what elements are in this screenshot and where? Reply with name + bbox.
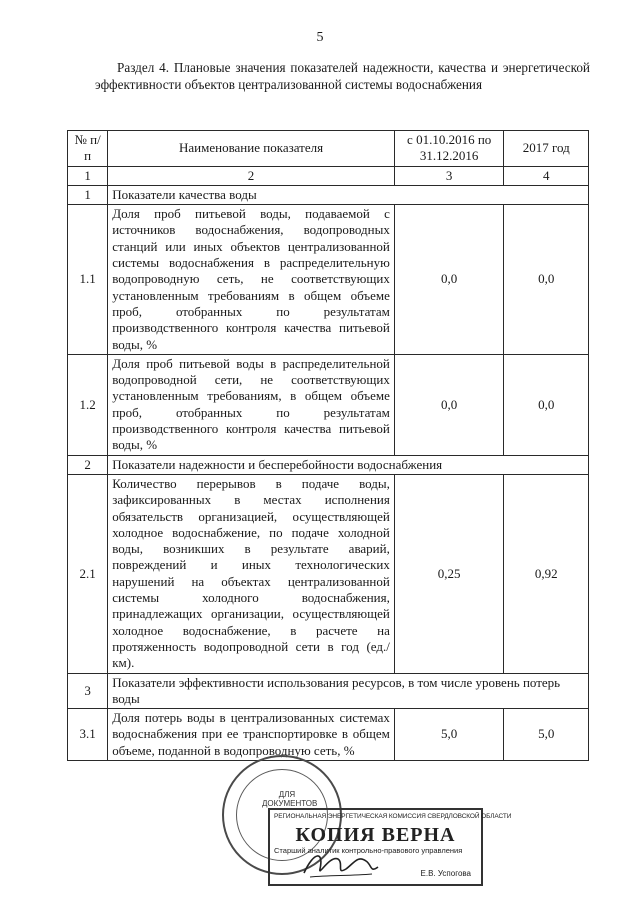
table-row [68, 474, 589, 673]
row-num: 1.2 [68, 354, 108, 455]
row-num: 2 [68, 455, 108, 474]
table-header-row [68, 131, 589, 167]
value-period-2: 0,92 [504, 474, 589, 673]
group-row [68, 185, 589, 204]
table-row [68, 354, 589, 455]
stamp-signer: Е.В. Успогова [420, 869, 471, 878]
column-index: 1 [68, 166, 108, 185]
group-title: Показатели эффективности использования ресурсов, в том числе уровень потерь воды [108, 673, 589, 709]
stamp-organization: РЕГИОНАЛЬНАЯ ЭНЕРГЕТИЧЕСКАЯ КОМИССИЯ СВЕРДЛОВСКОЙ ОБЛАСТИ [274, 813, 512, 820]
round-seal-text: ДЛЯ ДОКУМЕНТОВ [262, 790, 318, 808]
value-period-1: 0,0 [394, 205, 504, 355]
column-index: 3 [394, 166, 504, 185]
column-index: 4 [504, 166, 589, 185]
table-row [68, 205, 589, 355]
column-index-row [68, 166, 589, 185]
group-row [68, 673, 589, 709]
value-period-1: 0,0 [394, 354, 504, 455]
row-num: 3.1 [68, 709, 108, 761]
value-period-1: 5,0 [394, 709, 504, 761]
table-row [68, 709, 589, 761]
section-title: Раздел 4. Плановые значения показателей надежности, качества и энергетической эффективности объектов централизованной системы водоснабжения [95, 60, 590, 92]
value-period-2: 0,0 [504, 205, 589, 355]
row-num: 1 [68, 185, 108, 204]
header-period-2: 2017 год [504, 131, 589, 167]
header-period-1: с 01.10.2016 по 31.12.2016 [394, 131, 504, 167]
row-num: 1.1 [68, 205, 108, 355]
header-name: Наименование показателя [108, 131, 395, 167]
row-num: 2.1 [68, 474, 108, 673]
value-period-2: 0,0 [504, 354, 589, 455]
value-period-1: 0,25 [394, 474, 504, 673]
column-index: 2 [108, 166, 395, 185]
indicator-name: Количество перерывов в подаче воды, зафиксированных в местах исполнения обязательств организацией, осуществляющей холодное водоснабжение, по подаче холодной воды, возникших в результате аварий, повреждений и иных технологических нарушений на объектах централизованной системы холодного водоснабжения, принадлежащих организации, осуществляющей холодное водоснабжение, в расчете на протяженность водопроводной сети в год (ед./км). [108, 474, 395, 673]
stamp-subtitle: Старший аналитик контрольно-правового управления [274, 846, 463, 855]
group-title: Показатели качества воды [108, 185, 589, 204]
value-period-2: 5,0 [504, 709, 589, 761]
indicator-name: Доля потерь воды в централизованных системах водоснабжения при ее транспортировке в общем объеме, поданной в водопроводную сеть, % [108, 709, 395, 761]
indicators-table [67, 130, 589, 761]
header-num: № п/п [68, 131, 108, 167]
handwritten-signature [300, 845, 380, 883]
page-number: 5 [316, 30, 324, 45]
group-title: Показатели надежности и бесперебойности водоснабжения [108, 455, 589, 474]
stamp-title: КОПИЯ ВЕРНА [295, 824, 456, 846]
indicator-name: Доля проб питьевой воды в распределительной водопроводной сети, не соответствующих установленным требованиям, в общем объеме проб, отобранных по результатам производственного контроля качества питьевой воды, % [108, 354, 395, 455]
indicator-name: Доля проб питьевой воды, подаваемой с источников водоснабжения, водопроводных станций или иных объектов централизованной системы водоснабжения в распределительную водопроводную сеть, не соответствующих установленным требованиям в общем объеме проб, отобранных по результатам производственного контроля качества питьевой воды, % [108, 205, 395, 355]
group-row [68, 455, 589, 474]
row-num: 3 [68, 673, 108, 709]
